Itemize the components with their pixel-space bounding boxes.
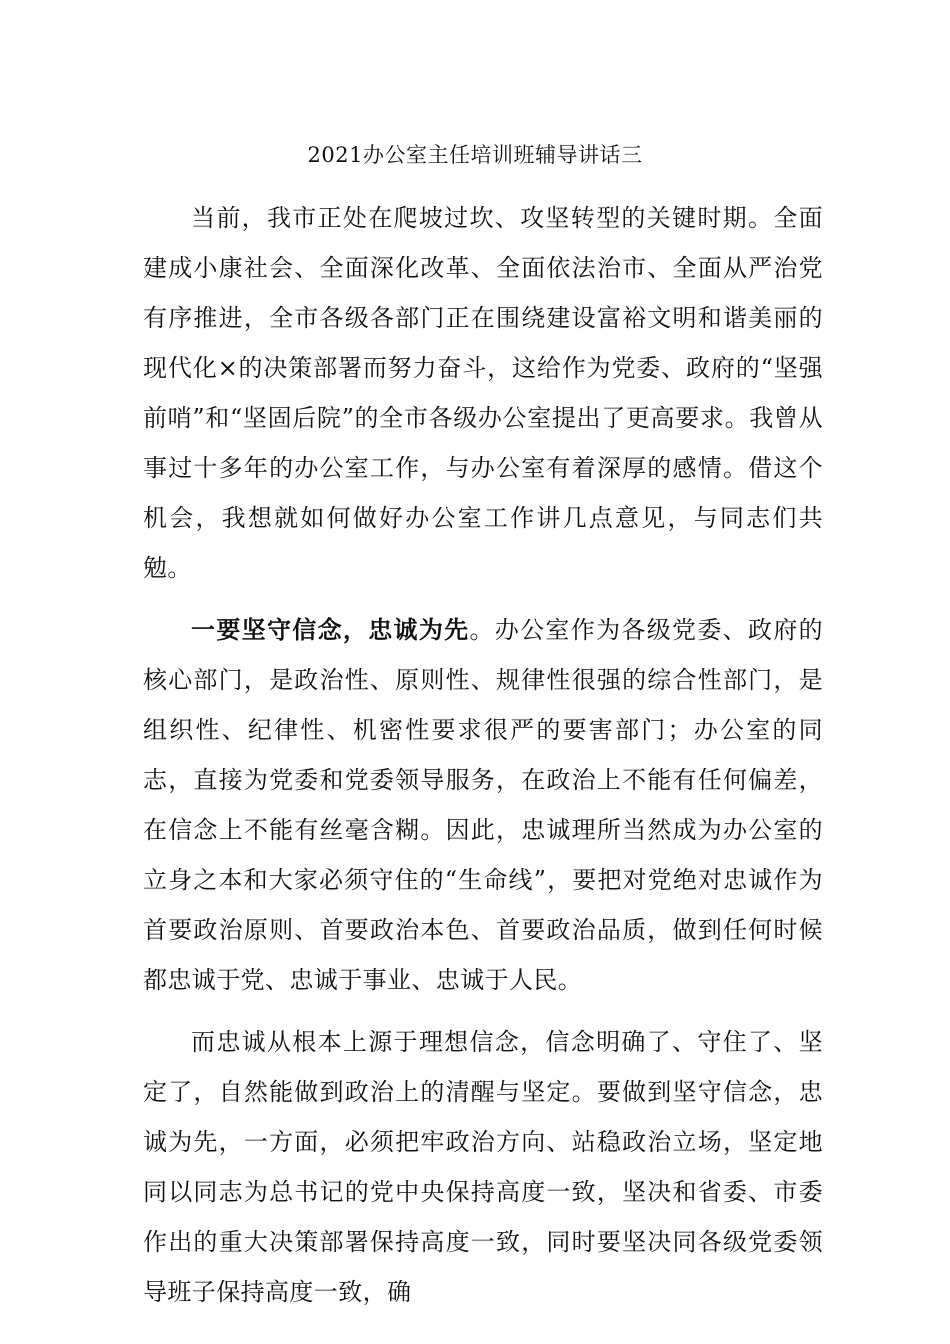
document-title: 2021办公室主任培训班辅导讲话三	[307, 143, 643, 167]
document-body	[143, 193, 823, 1317]
paragraph-text: 当前，我市正处在爬坡过坎、攻坚转型的关键时期。全面建成小康社会、全面深化改革、全面依法治市、全面从严治党有序推进，全市各级各部门正在围绕建设富裕文明和谐美丽的现代化×的决策部署而努力奋斗，这给作为党委、政府的“坚强前哨”和“坚固后院”的全市各级办公室提出了更高要求。我曾从事过十多年的办公室工作，与办公室有着深厚的感情。借这个机会，我想就如何做好办公室工作讲几点意见，与同志们共勉。	[143, 204, 823, 582]
paragraph-text: 。办公室作为各级党委、政府的核心部门，是政治性、原则性、规律性很强的综合性部门，是组织性、纪律性、机密性要求很严的要害部门；办公室的同志，直接为党委和党委领导服务，在政治上不能有任何偏差，在信念上不能有丝毫含糊。因此，忠诚理所当然成为办公室的立身之本和大家必须守住的“生命线”，要把对党绝对忠诚作为首要政治原则、首要政治本色、首要政治品质，做到任何时候都忠诚于党、忠诚于事业、忠诚于人民。	[143, 616, 823, 994]
paragraph-point-one	[143, 605, 823, 1005]
paragraph-loyalty	[143, 1017, 823, 1317]
paragraph-text: 而忠诚从根本上源于理想信念，信念明确了、守住了、坚定了，自然能做到政治上的清醒与坚定。要做到坚守信念，忠诚为先，一方面，必须把牢政治方向、站稳政治立场，坚定地同以同志为总书记的党中央保持高度一致，坚决和省委、市委作出的重大决策部署保持高度一致，同时要坚决同各级党委领导班子保持高度一致，确	[143, 1028, 823, 1306]
paragraph-lead-heading: 一要坚守信念，忠诚为先	[191, 615, 470, 644]
paragraph-intro	[143, 193, 823, 593]
